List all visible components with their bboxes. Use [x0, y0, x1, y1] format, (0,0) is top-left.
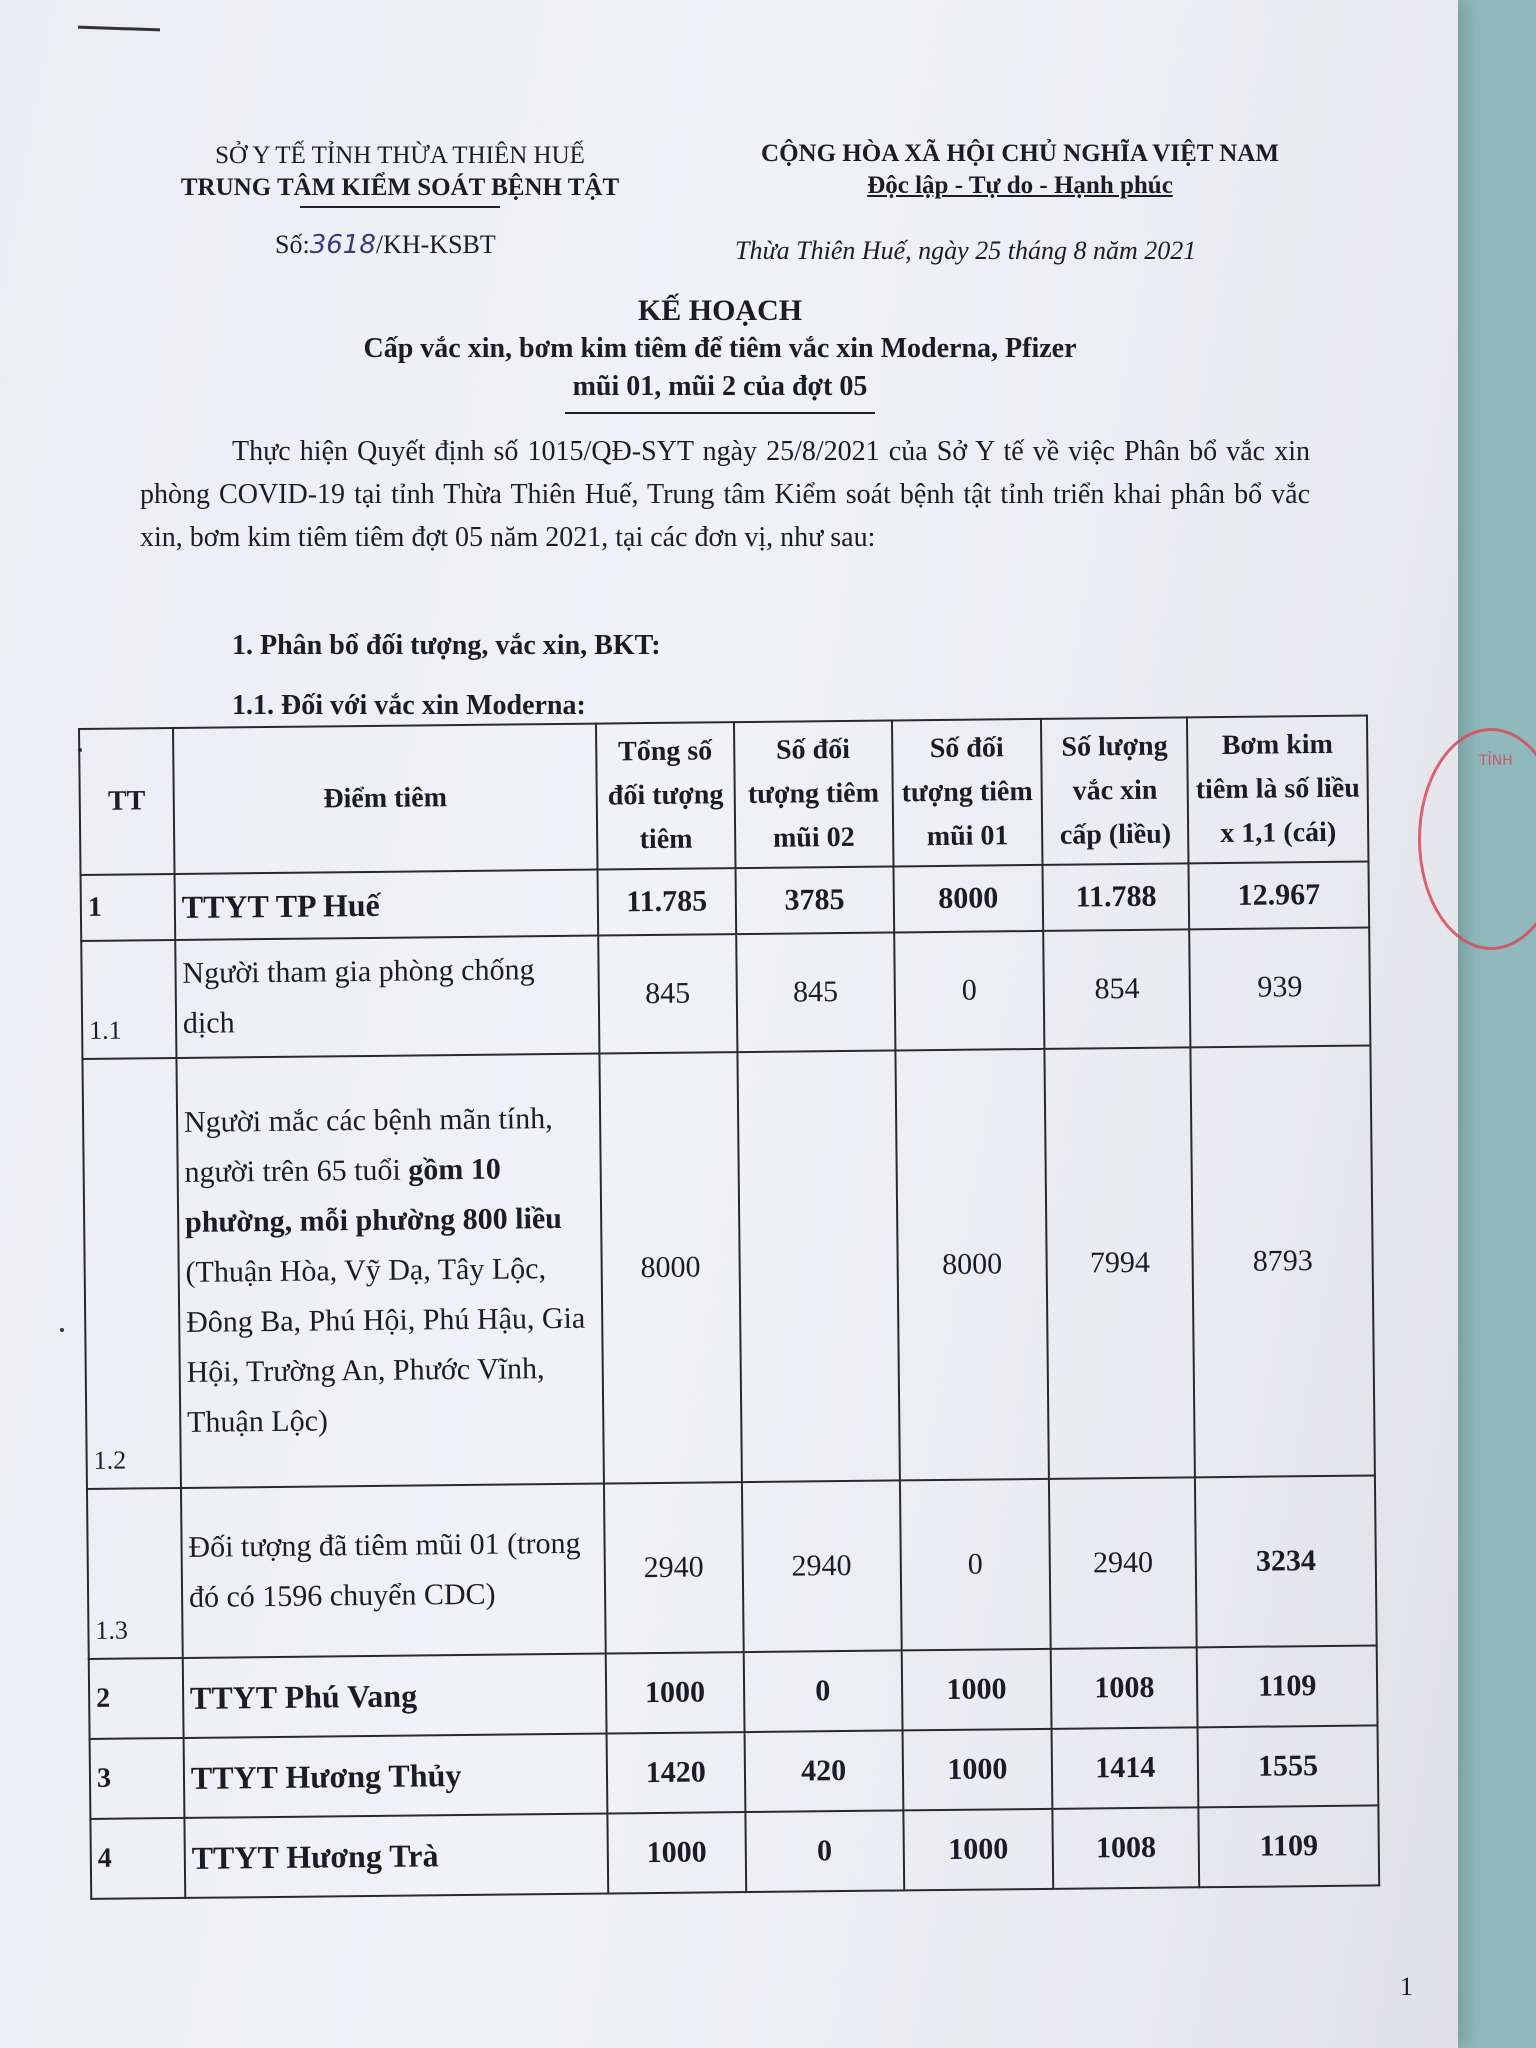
- table-row: [87, 1475, 1377, 1658]
- cell-site: TTYT TP Huế: [174, 870, 598, 940]
- scan-dot: [60, 1328, 64, 1332]
- cell-dose2: [737, 1050, 899, 1482]
- cell-tt: 1.1: [81, 940, 176, 1059]
- cell-total: 1000: [607, 1812, 746, 1893]
- cell-vaccine: 854: [1044, 929, 1191, 1049]
- site-text-c: (Thuận Hòa, Vỹ Dạ, Tây Lộc, Đông Ba, Phú Hội, Phú Hậu, Gia Hội, Trường An, Phước Vĩnh, Thuận Lộc): [185, 1252, 586, 1439]
- cell-site: TTYT Phú Vang: [183, 1654, 607, 1738]
- cell-tt: 3: [90, 1738, 185, 1819]
- intro-paragraph: Thực hiện Quyết định số 1015/QĐ-SYT ngày 25/8/2021 của Sở Y tế về việc Phân bổ vắc xin phòng COVID-19 tại tỉnh Thừa Thiên Huế, Trung tâm Kiểm soát bệnh tật tỉnh triển khai phân bổ vắc xin, bơm kim tiêm tiêm đợt 05 năm 2021, tại các đơn vị, như sau:: [140, 436, 1310, 553]
- cell-dose2: 2940: [742, 1480, 902, 1652]
- document-title: [140, 292, 1300, 414]
- cell-site: TTYT Hương Trà: [184, 1814, 608, 1898]
- cell-site: Người tham gia phòng chống dịch: [175, 936, 599, 1058]
- cell-syringe: 8793: [1191, 1045, 1375, 1477]
- site-text-a: Người mắc các bệnh mãn tính, người trên 65 tuổi: [183, 1102, 553, 1189]
- issuer-name: TRUNG TÂM KIỂM SOÁT BỆNH TẬT: [180, 174, 620, 201]
- number-suffix: /KH-KSBT: [375, 230, 496, 259]
- header-dose2: Số đối tượng tiêm mũi 02: [734, 720, 893, 868]
- header-site: Điểm tiêm: [173, 724, 598, 874]
- table-row: [81, 927, 1370, 1058]
- number-value: 3618: [309, 230, 376, 260]
- issuer-underline: [300, 206, 500, 208]
- cell-dose1: 8000: [895, 1049, 1049, 1481]
- cell-total: 2940: [604, 1482, 744, 1653]
- cell-total: 1000: [606, 1652, 745, 1733]
- document-number: [275, 230, 496, 260]
- cell-syringe: 1109: [1197, 1645, 1378, 1727]
- cell-site: [176, 1054, 604, 1488]
- cell-total: 1420: [606, 1732, 745, 1813]
- issuer-parent: SỞ Y TẾ TỈNH THỪA THIÊN HUẾ: [215, 142, 585, 169]
- table-header-row: [79, 716, 1368, 875]
- cell-dose1: 1000: [901, 1649, 1052, 1731]
- subsection-heading: 1.1. Đối với vắc xin Moderna:: [232, 690, 586, 721]
- title-subtitle: Cấp vắc xin, bơm kim tiêm để tiêm vắc xin Moderna, Pfizer: [363, 333, 1077, 364]
- cell-dose2: 420: [744, 1730, 903, 1812]
- national-header: [690, 138, 1350, 202]
- header-vaccine: Số lượng vắc xin cấp (liều): [1041, 717, 1188, 865]
- header-dose1: Số đối tượng tiêm mũi 01: [892, 719, 1043, 867]
- cell-vaccine: 11.788: [1043, 863, 1190, 931]
- cell-syringe: 939: [1189, 927, 1370, 1047]
- number-label: Số:: [275, 230, 310, 259]
- cell-tt: 4: [90, 1818, 185, 1899]
- site-text-b: gồm 10 phường, mỗi phường 800 liều: [184, 1152, 563, 1239]
- title-subtitle-2: mũi 01, mũi 2 của đợt 05: [572, 371, 868, 402]
- cell-tt: 1: [81, 874, 176, 941]
- national-title: CỘNG HÒA XÃ HỘI CHỦ NGHĨA VIỆT NAM: [761, 140, 1279, 167]
- table-row: [90, 1805, 1379, 1898]
- title-underline: [565, 412, 875, 414]
- cell-dose1: 8000: [893, 865, 1043, 933]
- table-row: [90, 1725, 1379, 1818]
- header-total: Tổng số đối tượng tiêm: [596, 722, 735, 869]
- national-motto: Độc lập - Tự do - Hạnh phúc: [867, 172, 1173, 199]
- cell-vaccine: 7994: [1045, 1047, 1195, 1479]
- cell-vaccine: 1008: [1053, 1807, 1200, 1889]
- header-syringe: Bơm kim tiêm là số liều x 1,1 (cái): [1187, 716, 1368, 864]
- cell-vaccine: 1414: [1052, 1727, 1199, 1809]
- allocation-table: [78, 714, 1380, 1899]
- cell-syringe: 3234: [1195, 1475, 1377, 1647]
- cell-dose1: 0: [894, 931, 1045, 1051]
- cell-site: Đối tượng đã tiêm mũi 01 (trong đó có 1596 chuyển CDC): [181, 1484, 606, 1658]
- cell-total: 11.785: [597, 868, 736, 935]
- cell-tt: 1.2: [82, 1058, 180, 1489]
- cell-dose2: 0: [744, 1650, 903, 1732]
- section-heading: 1. Phân bổ đối tượng, vắc xin, BKT:: [232, 630, 661, 661]
- cell-total: 845: [598, 934, 737, 1053]
- scan-mark: [78, 26, 160, 32]
- cell-dose2: 845: [736, 932, 895, 1052]
- cell-syringe: 1555: [1198, 1725, 1379, 1807]
- cell-total: 8000: [599, 1052, 741, 1483]
- cell-dose2: 3785: [735, 866, 893, 934]
- cell-syringe: 1109: [1199, 1805, 1380, 1887]
- seal-text: TỈNH: [1479, 753, 1513, 769]
- cell-dose1: 1000: [902, 1729, 1053, 1811]
- cell-vaccine: 2940: [1049, 1477, 1197, 1649]
- table-row: [89, 1645, 1378, 1738]
- cell-site: TTYT Hương Thủy: [183, 1734, 607, 1818]
- cell-dose1: 1000: [903, 1809, 1054, 1891]
- cell-tt: 2: [89, 1658, 184, 1739]
- table-row: [82, 1045, 1374, 1488]
- document-date: Thừa Thiên Huế, ngày 25 tháng 8 năm 2021: [735, 236, 1197, 265]
- page-number: 1: [1400, 1972, 1413, 2001]
- title-main: KẾ HOẠCH: [637, 294, 803, 327]
- cell-dose2: 0: [745, 1810, 904, 1892]
- cell-dose1: 0: [899, 1479, 1051, 1651]
- cell-vaccine: 1008: [1051, 1647, 1198, 1729]
- cell-syringe: 12.967: [1189, 861, 1369, 929]
- issuer-header: [120, 140, 680, 208]
- header-tt: TT: [79, 728, 174, 875]
- cell-tt: 1.3: [87, 1488, 183, 1659]
